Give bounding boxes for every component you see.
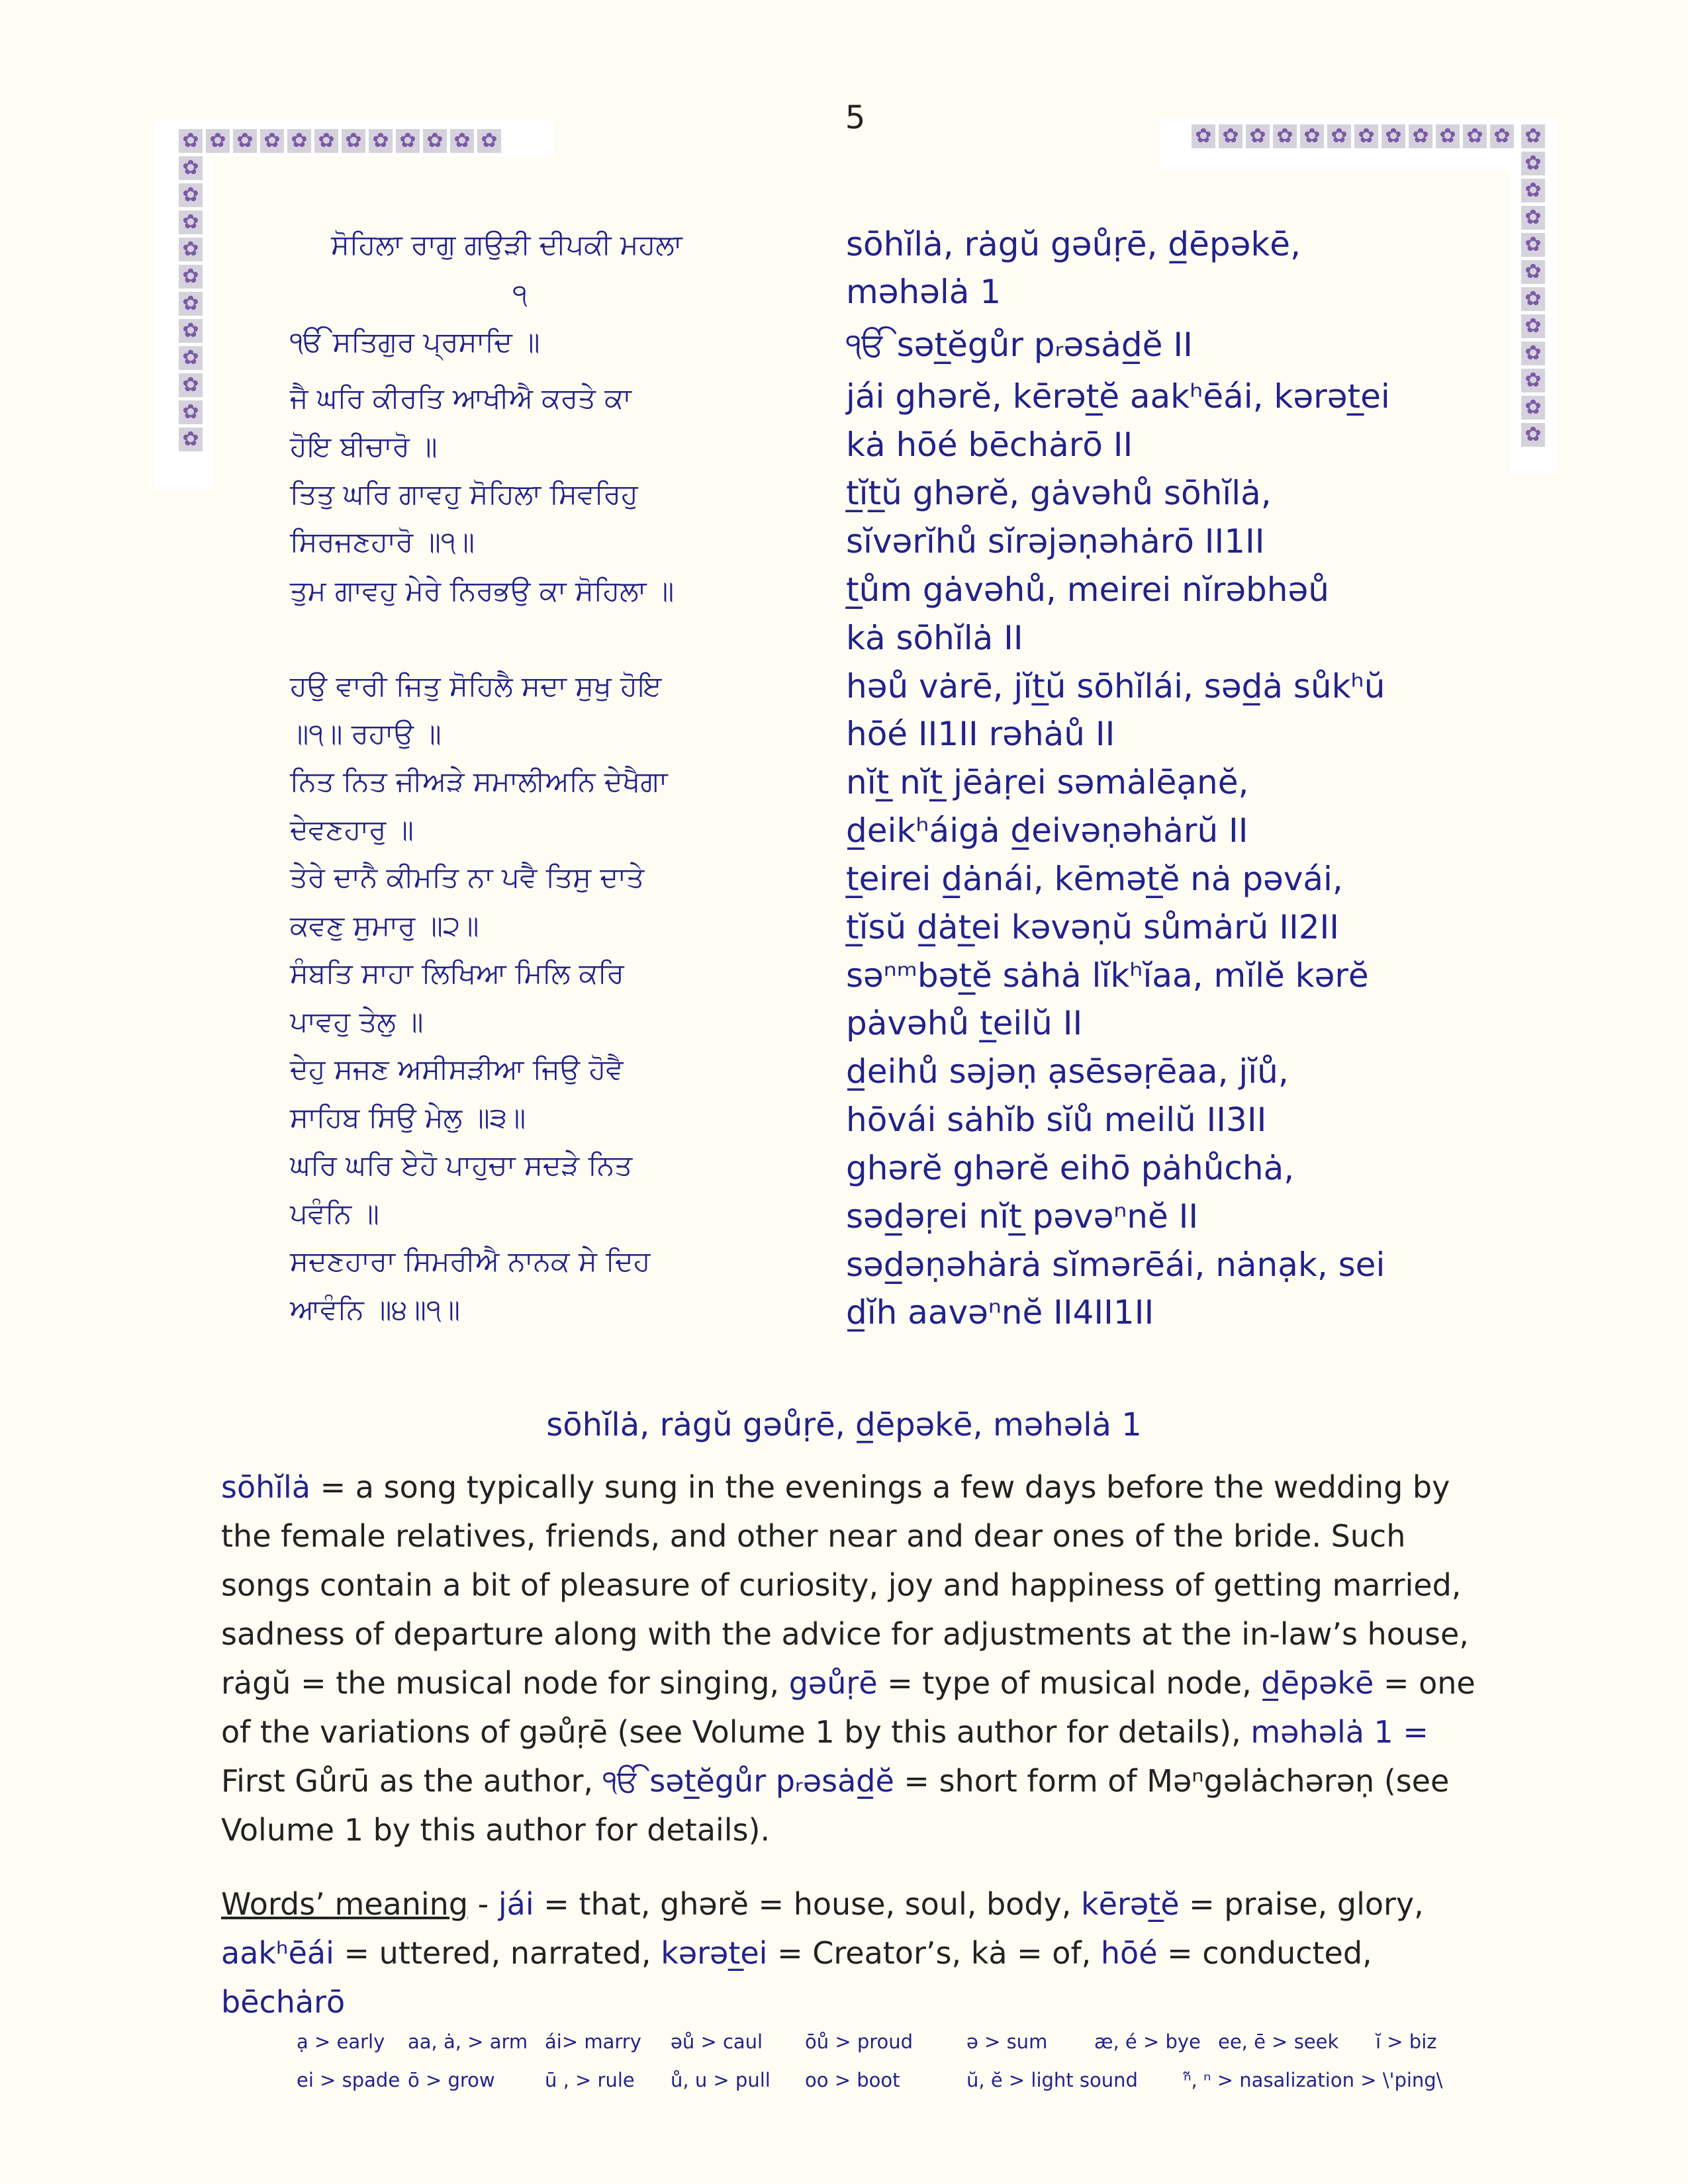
flower-ornament-icon: ✿ — [1521, 396, 1545, 420]
flower-ornament-icon: ✿ — [1436, 124, 1460, 148]
flower-ornament-icon: ✿ — [1382, 124, 1405, 148]
text: - — [468, 1886, 498, 1922]
left-flower-column — [179, 156, 203, 451]
gurmukhi-line: ਸਦਣਹਾਰਾ ਸਿਮਰੀਐ ਨਾਨਕ ਸੇ ਦਿਹ — [290, 1245, 651, 1277]
legend-item: ů, u > pull — [671, 2069, 771, 2091]
translit-line: jái ghərĕ, kērət̲ĕ aakʰēái, kərət̲ei — [846, 377, 1390, 416]
gurmukhi-line: ਤੇਰੇ ਦਾਨੈ ਕੀਮਤਿ ਨਾ ਪਵੈ ਤਿਸੁ ਦਾਤੇ — [290, 861, 645, 893]
flower-ornament-icon: ✿ — [1521, 152, 1545, 175]
term: aakʰēái — [221, 1935, 334, 1971]
gurmukhi-line: ਤਿਤੁ ਘਰਿ ਗਾਵਹੁ ਸੋਹਿਲਾ ਸਿਵਰਿਹੁ — [290, 478, 638, 510]
flower-ornament-icon: ✿ — [179, 210, 203, 234]
translit-line: t̲ům gȧvəhů, meirei nĭrəbhəů — [846, 570, 1329, 609]
term: sōhĭlȧ — [221, 1469, 311, 1505]
flower-ornament-icon: ✿ — [233, 129, 257, 153]
translit-line: həů vȧrē, jĭt̲ŭ sōhĭlái, səd̲ȧ sůkʰŭ — [846, 667, 1385, 705]
flower-ornament-icon: ✿ — [1327, 124, 1351, 148]
gurmukhi-line: ੴ ਸਤਿਗੁਰ ਪ੍ਰਸਾਦਿ ॥ — [290, 326, 540, 358]
gurmukhi-line: ਘਰਿ ਘਰਿ ਏਹੋ ਪਾਹੁਚਾ ਸਦੜੇ ਨਿਤ — [290, 1149, 633, 1181]
flower-ornament-icon: ✿ — [1521, 369, 1545, 392]
gurmukhi-line: ਸਿਰਜਣਹਾਰੋ ॥੧॥ — [290, 525, 475, 558]
flower-ornament-icon: ✿ — [1521, 233, 1545, 257]
flower-ornament-icon: ✿ — [1192, 124, 1215, 148]
flower-ornament-icon: ✿ — [1521, 314, 1545, 338]
gurmukhi-line: ੧ — [512, 278, 528, 310]
words-meaning-label: Words’ meaning — [221, 1886, 469, 1922]
flower-ornament-icon: ✿ — [1490, 124, 1514, 148]
flower-ornament-icon: ✿ — [260, 129, 284, 153]
text: = uttered, narrated, — [334, 1935, 661, 1971]
term: ੴ sət̲ĕgůr pᵣəsȧd̲ĕ — [602, 1763, 894, 1799]
gurmukhi-line: ਕਵਣੁ ਸੁਮਾਰੁ ॥੨॥ — [290, 909, 479, 942]
translit-line: ghərĕ ghərĕ eihō pȧhůchȧ, — [846, 1149, 1295, 1187]
translit-line: hōvái sȧhĭb sĭů meilŭ II3II — [846, 1101, 1267, 1139]
gurmukhi-line: ਸੋਹਿਲਾ ਰਾਗੁ ਗਉੜੀ ਦੀਪਕੀ ਮਹਲਾ — [331, 228, 682, 261]
translit-line: t̲eirei d̲ȧnái, kēmət̲ĕ nȧ pəvái, — [846, 860, 1343, 898]
translit-line: d̲eihů səjəṇ ạsēsəṛēaa, jĭů, — [846, 1052, 1289, 1091]
legend-item: ee, ē > seek — [1218, 2030, 1339, 2053]
flower-ornament-icon: ✿ — [179, 265, 203, 289]
flower-ornament-icon: ✿ — [1521, 341, 1545, 365]
right-flower-column — [1521, 124, 1545, 447]
flower-ornament-icon: ✿ — [1219, 124, 1243, 148]
flower-ornament-icon: ✿ — [179, 238, 203, 261]
text: = type of musical node, — [877, 1665, 1262, 1701]
flower-ornament-icon: ✿ — [179, 373, 203, 397]
flower-ornament-icon: ✿ — [1521, 179, 1545, 203]
legend-item: ĭ > biz — [1376, 2030, 1437, 2053]
legend-item: ōů > proud — [805, 2030, 914, 2053]
text: = short form of Məⁿgəlȧchərəṇ (see Volume 1 by this author for details). — [221, 1763, 1450, 1848]
legend-item: ə > sum — [966, 2030, 1048, 2053]
text: = praise, glory, — [1179, 1886, 1424, 1922]
gurmukhi-line: ਦੇਵਣਹਾਰੁ ॥ — [290, 813, 414, 846]
gurmukhi-line: ਪਾਵਹੁ ਤੇਲੁ ॥ — [290, 1005, 424, 1038]
gurmukhi-line: ਹਉ ਵਾਰੀ ਜਿਤੁ ਸੋਹਿਲੈ ਸਦਾ ਸੁਖੁ ਹੋਇ — [290, 670, 662, 702]
term: gəůṛē — [788, 1665, 878, 1701]
translit-line: səd̲əṇəhȧrȧ sĭmərēái, nȧnạk, sei — [846, 1246, 1385, 1284]
term: rȧgŭ — [221, 1665, 291, 1701]
translit-line: hōé II1II rəhȧů II — [846, 715, 1115, 753]
translit-line: d̲ĭh aavəⁿnĕ II4II1II — [846, 1293, 1154, 1332]
gurmukhi-line: ਹੋਇ ਬੀਚਾਰੋ ॥ — [290, 430, 438, 463]
flower-ornament-icon: ✿ — [179, 183, 203, 207]
term: d̲ēpəkē — [1261, 1665, 1374, 1701]
gurmukhi-line: ਸਾਹਿਬ ਸਿਉ ਮੇਲੁ ॥੩॥ — [290, 1101, 526, 1134]
flower-ornament-icon: ✿ — [1354, 124, 1378, 148]
flower-ornament-icon: ✿ — [179, 428, 203, 451]
flower-ornament-icon: ✿ — [369, 129, 393, 153]
translit-line: məhəlȧ 1 — [846, 273, 1002, 311]
flower-ornament-icon: ✿ — [179, 129, 203, 153]
legend-row-2 — [297, 2069, 1462, 2107]
term: bēchȧrō — [221, 1984, 346, 2020]
gurmukhi-line: ਨਿਤ ਨਿਤ ਜੀਅੜੇ ਸਮਾਲੀਅਨਿ ਦੇਖੈਗਾ — [290, 765, 668, 797]
flower-ornament-icon: ✿ — [179, 400, 203, 424]
text: = one of the variations of gəůṛē (see Volume 1 by this author for details), — [221, 1665, 1476, 1750]
gurmukhi-line: ਤੁਮ ਗਾਵਹੁ ਮੇਰੇ ਨਿਰਭਉ ਕਾ ਸੋਹਿਲਾ ॥ — [290, 574, 675, 607]
flower-ornament-icon: ✿ — [179, 156, 203, 180]
flower-ornament-icon: ✿ — [206, 129, 230, 153]
text: = the musical node for singing, — [291, 1665, 789, 1701]
legend-item: ŭ, ĕ > light sound — [966, 2069, 1138, 2091]
legend-item: ū , > rule — [545, 2069, 635, 2091]
flower-ornament-icon: ✿ — [1300, 124, 1324, 148]
flower-ornament-icon: ✿ — [1521, 260, 1545, 284]
text: = that, ghərĕ = house, soul, body, — [534, 1886, 1081, 1922]
gurmukhi-line: ॥੧॥ ਰਹਾਉ ॥ — [290, 717, 442, 750]
term: kērət̲ĕ — [1081, 1886, 1180, 1922]
paragraph-2 — [221, 1880, 1489, 2026]
text: = a song typically sung in the evenings a few days before the wedding by the female relatives, friends, and other near and dear ones of the bride. Such songs contain a bit of pleasure of curiosity, joy and happiness of getting married, sadness of departure along with the advice for adjustments at the in-law’s house, — [221, 1469, 1469, 1652]
translit-line: səd̲əṛei nĭt̲ pəvəⁿnĕ II — [846, 1197, 1199, 1236]
translit-line: t̲ĭt̲ŭ ghərĕ, gȧvəhů sōhĭlȧ, — [846, 474, 1272, 512]
section-heading: sōhĭlȧ, rȧgŭ gəůṛē, d̲ēpəkē, məhəlȧ 1 — [546, 1406, 1142, 1443]
term: məhəlȧ 1 = — [1250, 1714, 1429, 1750]
translit-line: sōhĭlȧ, rȧgŭ gəůṛē, d̲ēpəkē, — [846, 225, 1301, 263]
flower-ornament-icon: ✿ — [1246, 124, 1270, 148]
translit-line: kȧ hōé bēchȧrō II — [846, 426, 1133, 464]
pronunciation-legend — [297, 2030, 1462, 2107]
text: = Creator’s, kȧ = of, — [767, 1935, 1101, 1971]
term: kərət̲ei — [661, 1935, 768, 1971]
page-number: 5 — [845, 99, 866, 136]
paragraph-1 — [221, 1463, 1489, 1854]
flower-ornament-icon: ✿ — [179, 292, 203, 316]
flower-ornament-icon: ✿ — [287, 129, 311, 153]
legend-row-1 — [297, 2030, 1462, 2069]
translit-line: pȧvəhů t̲eilŭ II — [846, 1004, 1083, 1042]
translit-line: səⁿᵐbət̲ĕ sȧhȧ lĭkʰĭaa, mĭlĕ kərĕ — [846, 956, 1369, 995]
legend-item: aa, ȧ, > arm — [408, 2030, 528, 2053]
gurmukhi-line: ਜੈ ਘਰਿ ਕੀਰਤਿ ਆਖੀਐ ਕਰਤੇ ਕਾ — [290, 382, 632, 414]
words-meaning-paragraph — [221, 1880, 1489, 2026]
flower-ornament-icon: ✿ — [423, 129, 447, 153]
flower-ornament-icon: ✿ — [396, 129, 420, 153]
flower-ornament-icon: ✿ — [1463, 124, 1487, 148]
translit-line: ੴ sət̲ĕgůr pᵣəsȧd̲ĕ II — [846, 326, 1193, 364]
flower-ornament-icon: ✿ — [179, 319, 203, 343]
flower-ornament-icon: ✿ — [1273, 124, 1297, 148]
flower-ornament-icon: ✿ — [1521, 206, 1545, 230]
legend-item: oo > boot — [805, 2069, 900, 2091]
legend-item: æ, é > bye — [1094, 2030, 1201, 2053]
flower-ornament-icon: ✿ — [342, 129, 365, 153]
translit-line: nĭt̲ nĭt̲ jēȧṛei səmȧlēạnĕ, — [846, 763, 1249, 801]
legend-item: ⁿ̃, ⁿ > nasalization > \'ping\ — [1184, 2069, 1443, 2091]
gurmukhi-line: ਸੰਬਤਿ ਸਾਹਾ ਲਿਖਿਆ ਮਿਲਿ ਕਰਿ — [290, 957, 624, 989]
translit-line: kȧ sōhĭlȧ II — [846, 619, 1023, 657]
flower-ornament-icon: ✿ — [1521, 287, 1545, 311]
gurmukhi-line: ਆਵੰਨਿ ॥੪॥੧॥ — [290, 1293, 461, 1326]
flower-ornament-icon: ✿ — [1409, 124, 1432, 148]
term: hōé — [1100, 1935, 1158, 1971]
gurmukhi-line: ਦੇਹੁ ਸਜਣ ਅਸੀਸੜੀਆ ਜਿਉ ਹੋਵੈ — [290, 1053, 624, 1085]
top-left-flower-row — [179, 129, 501, 153]
text: First Gůrū as the author, — [221, 1763, 603, 1799]
flower-ornament-icon: ✿ — [314, 129, 338, 153]
legend-item: əů > caul — [671, 2030, 763, 2053]
flower-ornament-icon: ✿ — [179, 346, 203, 370]
legend-item: ei > spade — [297, 2069, 400, 2091]
term: jái — [498, 1886, 534, 1922]
translit-line: t̲ĭsŭ d̲ȧt̲ei kəvəṇŭ sůmȧrŭ II2II — [846, 908, 1340, 946]
flower-ornament-icon: ✿ — [477, 129, 501, 153]
top-right-flower-row — [1192, 124, 1514, 148]
translit-line: d̲eikʰáigȧ d̲eivəṇəhȧrŭ II — [846, 811, 1248, 850]
translit-line: sĭvərĭhů sĭrəjəṇəhȧrō II1II — [846, 522, 1265, 561]
flower-ornament-icon: ✿ — [1521, 124, 1545, 148]
gurmukhi-line: ਪਵੰਨਿ ॥ — [290, 1197, 379, 1230]
legend-item: ái> marry — [545, 2030, 641, 2053]
legend-item: ō > grow — [408, 2069, 495, 2091]
explanation-paragraph — [221, 1463, 1489, 1854]
flower-ornament-icon: ✿ — [450, 129, 474, 153]
text: = conducted, — [1157, 1935, 1372, 1971]
legend-item: ạ > early — [297, 2030, 385, 2053]
flower-ornament-icon: ✿ — [1521, 423, 1545, 447]
